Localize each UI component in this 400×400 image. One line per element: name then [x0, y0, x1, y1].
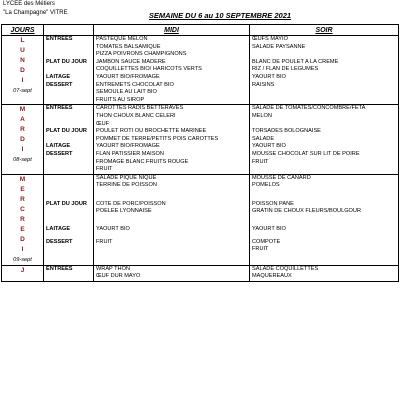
- midi-dish: FRUIT: [96, 238, 113, 245]
- midi-dish: SEMOULE AU LAIT BIO: [96, 89, 157, 96]
- meal-category: ENTREES: [44, 265, 94, 281]
- soir-dish: FRUIT: [252, 158, 269, 165]
- soir-dish: FRUIT: [252, 246, 269, 253]
- day-letter: M: [19, 175, 26, 183]
- day-letter: N: [20, 57, 25, 64]
- day-letter: R: [20, 195, 25, 203]
- midi-dish: PASTEQUE MELON: [96, 36, 148, 42]
- day-letter: C: [20, 205, 25, 213]
- day-letter: I: [21, 146, 24, 154]
- menu-table: [1, 24, 399, 282]
- menu-row: [2, 174, 399, 200]
- soir-dish: ŒUFS MAYIO: [252, 36, 288, 42]
- day-letter: R: [20, 215, 25, 223]
- meal-category: DESSERT: [44, 82, 94, 105]
- menu-row: [2, 82, 399, 105]
- midi-dish: YAOURT BIO: [96, 226, 130, 233]
- midi-dishes: [94, 201, 250, 227]
- soir-dish: COMPOTE: [252, 238, 281, 245]
- school-name: LYCEE des Métiers: [3, 1, 55, 7]
- meal-category: LAITAGE: [44, 143, 94, 151]
- day-letter: D: [20, 136, 25, 144]
- soir-dish: SALADE COQUILLETTES: [252, 265, 319, 272]
- meal-category: DESSERT: [44, 151, 94, 174]
- day-cell: [2, 105, 44, 174]
- day-letter: D: [20, 67, 25, 74]
- day-cell: [2, 36, 44, 105]
- menu-row: [2, 59, 399, 74]
- menu-row: [2, 201, 399, 227]
- midi-dishes: [94, 143, 250, 151]
- soir-dish: MOUSSE CHOCOLAT SUR LIT DE POIRE: [252, 150, 360, 157]
- day-date: 09-sept: [13, 256, 32, 263]
- midi-dish: POMMET DE TERRE/PETITS POIS CAROTTES: [96, 135, 219, 142]
- day-letter: I: [21, 245, 24, 253]
- soir-dishes: [250, 174, 399, 200]
- soir-dishes: [250, 265, 399, 281]
- midi-dishes: [94, 128, 250, 143]
- meal-category: DESSERT: [44, 239, 94, 265]
- midi-dish: TERRINE DE POISSON: [96, 182, 157, 189]
- menu-row: [2, 74, 399, 82]
- midi-dishes: [94, 74, 250, 82]
- midi-dish: PIZZA POIVRONS CHAMPIGNONS: [96, 51, 187, 58]
- soir-dish: POMELOS: [252, 182, 280, 189]
- midi-dish: TOMATES BALSAMIQUE: [96, 43, 161, 50]
- meal-category: PLAT DU JOUR: [44, 59, 94, 74]
- midi-dish: WRAP THON: [96, 265, 130, 272]
- menu-header-row: [2, 25, 399, 36]
- midi-dishes: [94, 151, 250, 174]
- soir-dish: TORSADES BOLOGNAISE: [252, 128, 321, 135]
- meal-category: PLAT DU JOUR: [44, 201, 94, 227]
- midi-dish: POULET ROTI OU BROCHETTE MARINEE: [96, 128, 207, 135]
- meal-category: PLAT DU JOUR: [44, 128, 94, 143]
- menu-row: [2, 143, 399, 151]
- day-letter: L: [20, 37, 25, 44]
- midi-dish: SALADE PIQUE NIQUE: [96, 174, 157, 181]
- day-letter: J: [20, 266, 25, 274]
- midi-dishes: [94, 36, 250, 59]
- midi-dishes: [94, 265, 250, 281]
- soir-dish: MELON: [252, 112, 272, 119]
- soir-dishes: [250, 105, 399, 128]
- menu-row: [2, 239, 399, 265]
- midi-dish: ŒUF DUR MAYO: [96, 273, 141, 280]
- soir-dish: MOUSSE DE CANARD: [252, 174, 311, 181]
- soir-dishes: [250, 151, 399, 174]
- meal-category: LAITAGE: [44, 226, 94, 239]
- soir-dishes: [250, 74, 399, 82]
- soir-dish: SALADE: [252, 135, 275, 142]
- header-soir: SOIR: [250, 25, 399, 36]
- day-letter: E: [20, 225, 25, 233]
- midi-dishes: [94, 105, 250, 128]
- midi-dish: ENTREMETS CHOCOLAT BIO: [96, 81, 174, 88]
- soir-dish: RIZ / FLAN DE LEGUMES: [252, 66, 319, 73]
- midi-dish: FRUITS AU SIROP: [96, 96, 145, 103]
- menu-row: [2, 128, 399, 143]
- soir-dish: BLANC DE POULET A LA CREME: [252, 58, 339, 65]
- header-jours: JOURS: [2, 25, 44, 36]
- midi-dish: JAMBON SAUCE MADERE: [96, 58, 166, 65]
- meal-category: ENTREES: [44, 105, 94, 128]
- soir-dishes: [250, 36, 399, 59]
- day-letter: I: [21, 77, 24, 84]
- day-cell: [2, 265, 44, 281]
- menu-row: [2, 226, 399, 239]
- midi-dish: FLAN PATISSIER MAISON: [96, 150, 164, 157]
- menu-row: [2, 36, 399, 59]
- header-midi: MIDI: [94, 25, 250, 36]
- menu-row: [2, 105, 399, 128]
- midi-dish: FRUIT: [96, 166, 113, 173]
- menu-body: [2, 36, 399, 282]
- midi-dishes: [94, 226, 250, 239]
- menu-row: [2, 151, 399, 174]
- midi-dishes: [94, 59, 250, 74]
- soir-dish: SALADE DE TOMATES/CONCOMBRE/FETA: [252, 105, 366, 112]
- day-letter: E: [20, 185, 25, 193]
- day-date: 08-sept: [13, 157, 32, 164]
- meal-category: [44, 174, 94, 200]
- day-cell: [2, 174, 44, 265]
- midi-dishes: [94, 174, 250, 200]
- menu-row: [2, 265, 399, 281]
- soir-dish: MAQUEREAUX: [252, 273, 292, 280]
- midi-dish: CAROTTES RADIS BETTERAVES: [96, 105, 184, 112]
- header-category: [44, 25, 94, 36]
- soir-dishes: [250, 239, 399, 265]
- day-letter: U: [20, 47, 25, 54]
- school-location: "La Champagne" VITRE: [3, 10, 68, 16]
- day-letter: A: [20, 116, 25, 124]
- soir-dish: RAISINS: [252, 81, 275, 88]
- midi-dish: ŒUF: [96, 120, 110, 127]
- day-letter: D: [20, 235, 25, 243]
- soir-dish: GRATIN DE CHOUX FLEURS/BOULGOUR: [252, 208, 361, 215]
- soir-dish: YAOURT BIO: [252, 73, 286, 80]
- day-date: 07-sept: [13, 88, 32, 94]
- midi-dish: COTE DE PORC/POISSON: [96, 200, 166, 207]
- soir-dishes: [250, 143, 399, 151]
- midi-dish: THON CHOUX BLANC CELERI: [96, 112, 176, 119]
- midi-dishes: [94, 239, 250, 265]
- soir-dishes: [250, 59, 399, 74]
- soir-dishes: [250, 226, 399, 239]
- meal-category: ENTREES: [44, 36, 94, 59]
- soir-dishes: [250, 128, 399, 143]
- week-title: SEMAINE DU 6 au 10 SEPTEMBRE 2021: [148, 11, 292, 20]
- soir-dish: YAOURT BIO: [252, 143, 286, 150]
- soir-dish: POISSON PANE: [252, 200, 294, 207]
- soir-dishes: [250, 82, 399, 105]
- midi-dish: YAOURT BIO/FROMAGE: [96, 73, 160, 80]
- midi-dish: POELEE LYONNAISE: [96, 208, 152, 215]
- midi-dish: YAOURT BIO/FROMAGE: [96, 143, 160, 150]
- soir-dishes: [250, 201, 399, 227]
- meal-category: LAITAGE: [44, 74, 94, 82]
- midi-dish: FROMAGE BLANC FRUITS ROUGE: [96, 158, 189, 165]
- soir-dish: SALADE PAYSANNE: [252, 43, 306, 50]
- midi-dish: COQUILLETTES BIO/ HARICOTS VERTS: [96, 66, 202, 73]
- day-letter: R: [20, 126, 25, 134]
- midi-dishes: [94, 82, 250, 105]
- day-letter: M: [19, 106, 26, 114]
- soir-dish: YAOURT BIO: [252, 226, 286, 233]
